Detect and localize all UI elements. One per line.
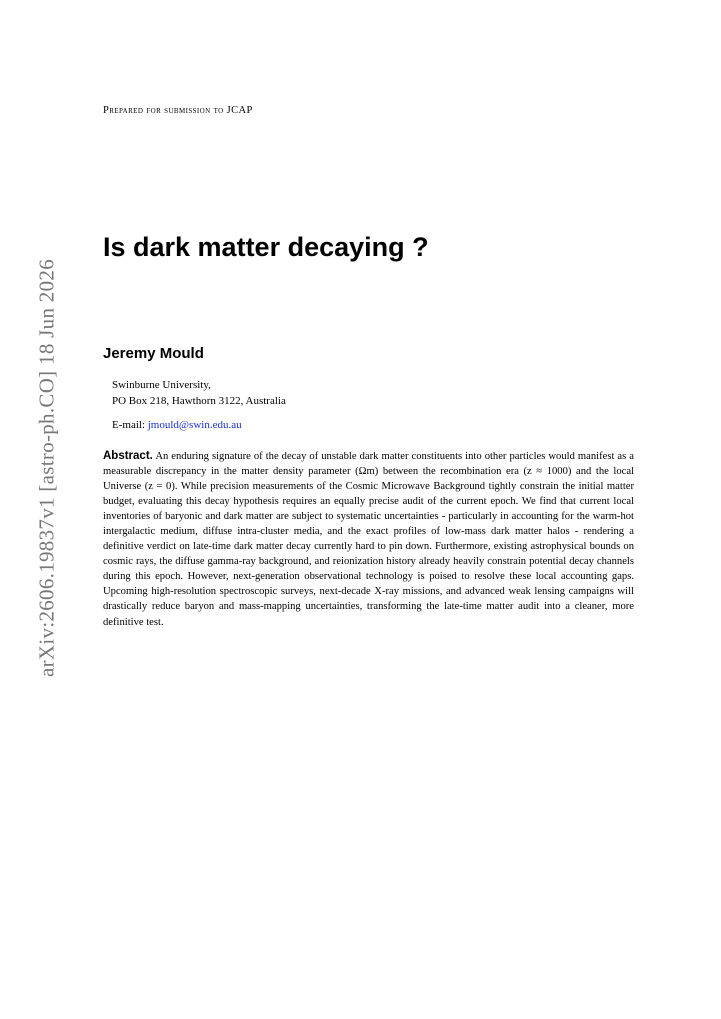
email-label: E-mail: — [112, 419, 145, 431]
abstract-heading: Abstract. — [103, 450, 153, 462]
abstract-text: An enduring signature of the decay of unstable dark matter constituents into other particles would manifest as a measurable discrepancy in the matter density parameter (Ωm) between the recombination era (z ≈ 1000) and the local Universe (z = 0). While precision measurements of the Cosmic Microwave Background tightly constrain the initial matter budget, evaluating this decay hypothesis requires an equally precise audit of the current epoch. We find that current local inventories of baryonic and dark matter are subject to systematic uncertainties - particularly in accounting for the warm-hot intergalactic medium, diffuse intra-cluster media, and the exact profiles of low-mass dark matter halos - rendering a definitive verdict on late-time dark matter decay currently hard to pin down. Furthermore, existing astrophysical bounds on cosmic rays, the diffuse gamma-ray background, and reionization history already heavily constrain potential decay channels during this epoch. However, next-generation observational technology is poised to resolve these local accounting gaps. Upcoming high-resolution spectroscopic surveys, next-decade X-ray missions, and advanced weak lensing campaigns will drastically reduce baryon and mass-mapping uncertainties, transforming the late-time matter audit into a cleaner, more definitive test. — [103, 451, 634, 628]
paper-title: Is dark matter decaying ? — [103, 232, 429, 262]
author-affiliation — [112, 377, 286, 409]
author-name: Jeremy Mould — [103, 345, 204, 362]
journal-submission-note: Prepared for submission to JCAP — [103, 105, 253, 116]
author-email — [112, 419, 242, 431]
abstract — [103, 449, 634, 630]
affiliation-line-1: Swinburne University, — [112, 379, 211, 391]
arxiv-identifier-stamp: arXiv:2606.19837v1 [astro-ph.CO] 18 Jun 2026 — [34, 259, 59, 677]
affiliation-line-2: PO Box 218, Hawthorn 3122, Australia — [112, 395, 286, 407]
email-link[interactable]: jmould@swin.edu.au — [147, 419, 242, 431]
